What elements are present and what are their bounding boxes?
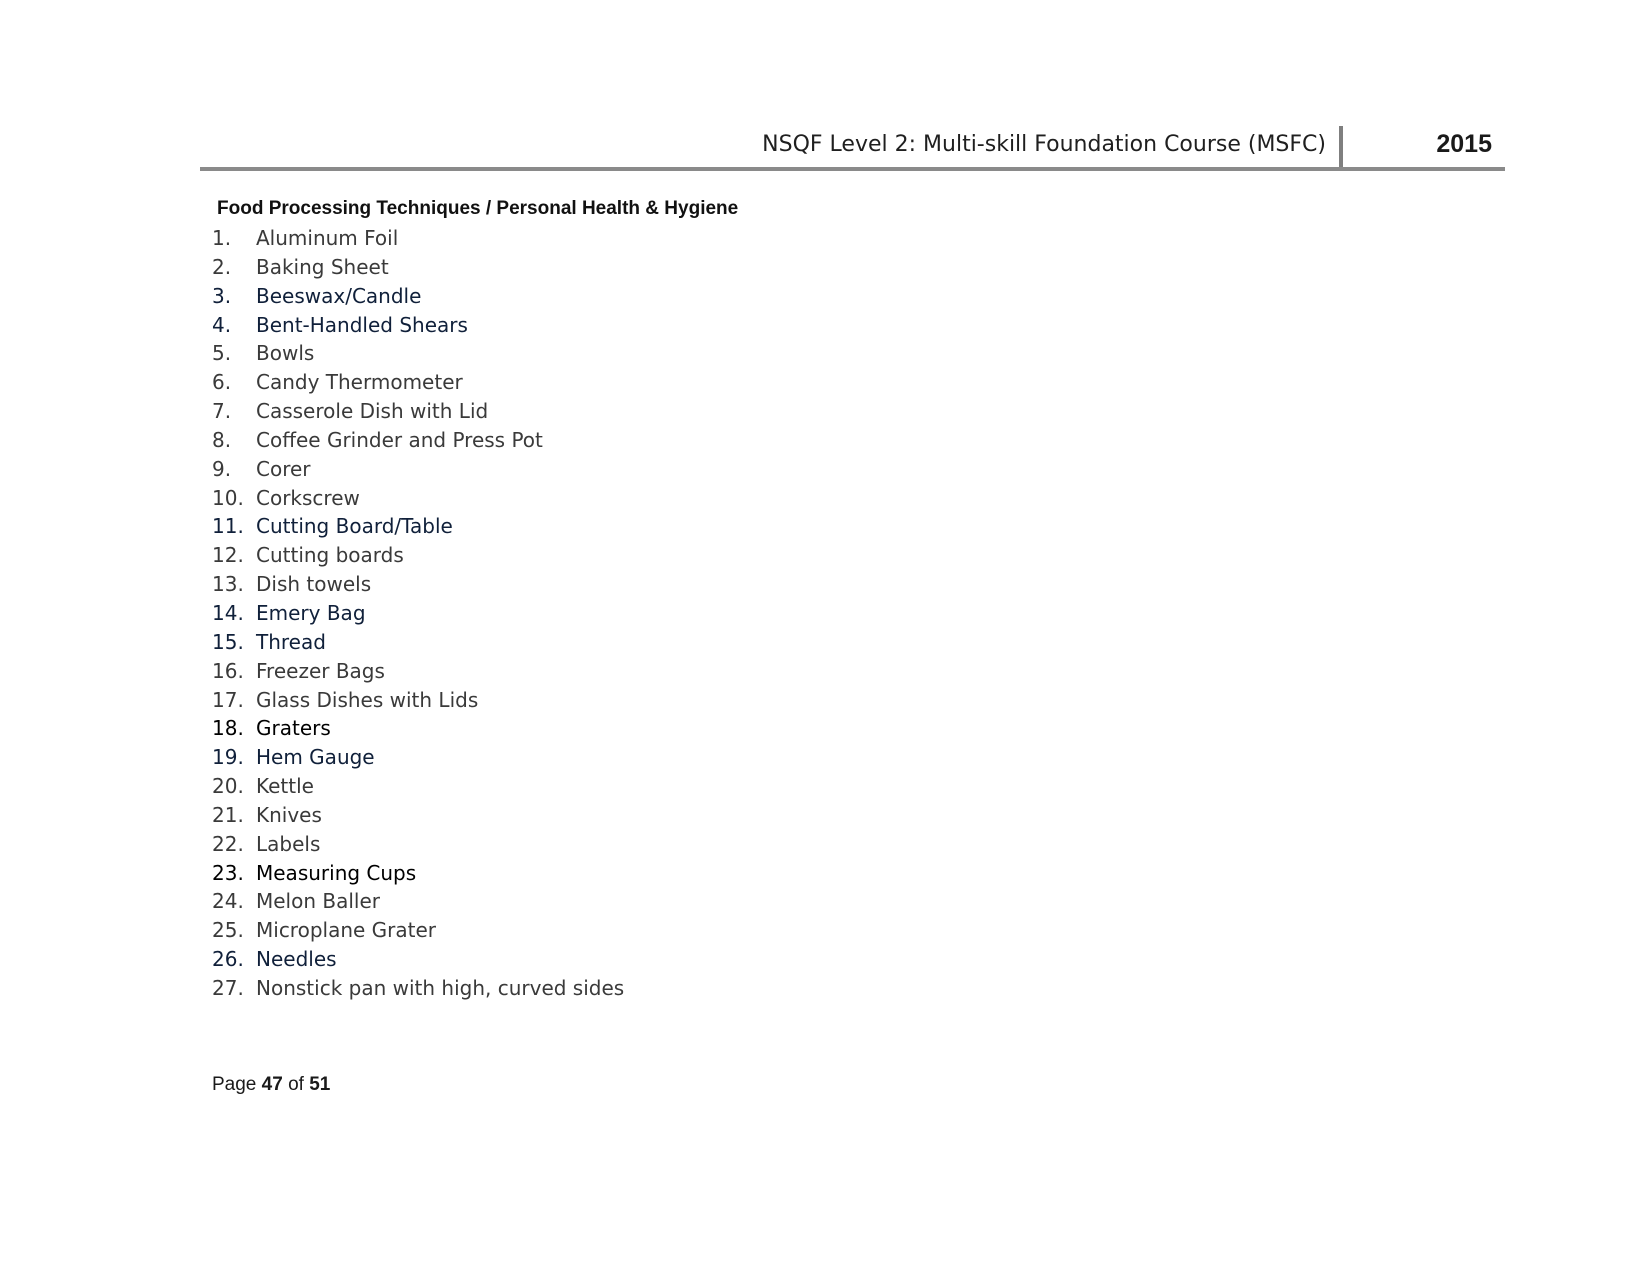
item-number: 15. xyxy=(212,629,244,654)
list-item xyxy=(212,253,624,282)
item-number: 13. xyxy=(212,572,244,597)
item-label: Corer xyxy=(256,456,311,481)
of-word: of xyxy=(288,1074,304,1095)
list-item xyxy=(212,541,624,570)
list-item xyxy=(212,224,624,253)
item-label: Nonstick pan with high, curved sides xyxy=(256,975,625,1000)
item-label: Labels xyxy=(256,831,321,856)
list-item xyxy=(212,339,624,368)
item-number: 3. xyxy=(212,283,232,308)
list-item xyxy=(212,974,624,1003)
item-number: 11. xyxy=(212,514,244,539)
item-label: Baking Sheet xyxy=(256,254,389,279)
item-number: 25. xyxy=(212,918,244,943)
list-item xyxy=(212,859,624,888)
item-number: 27. xyxy=(212,975,244,1000)
list-item xyxy=(212,426,624,455)
item-label: Glass Dishes with Lids xyxy=(256,687,479,712)
page-header xyxy=(200,124,1504,168)
total-pages-number: 51 xyxy=(309,1074,331,1095)
list-item xyxy=(212,657,624,686)
list-item xyxy=(212,311,624,340)
header-rule xyxy=(200,167,1505,171)
list-item xyxy=(212,772,624,801)
section-heading: Food Processing Techniques / Personal Health & Hygiene xyxy=(217,198,739,219)
item-label: Knives xyxy=(256,802,322,827)
item-label: Bowls xyxy=(256,341,315,366)
list-item xyxy=(212,368,624,397)
list-item xyxy=(212,830,624,859)
item-number: 6. xyxy=(212,370,232,395)
item-number: 17. xyxy=(212,687,244,712)
item-number: 20. xyxy=(212,774,244,799)
equipment-list xyxy=(212,224,624,1003)
item-label: Bent-Handled Shears xyxy=(256,312,468,337)
item-label: Kettle xyxy=(256,774,314,799)
item-number: 19. xyxy=(212,745,244,770)
header-title: NSQF Level 2: Multi-skill Foundation Course (MSFC) xyxy=(762,132,1326,157)
item-number: 9. xyxy=(212,456,232,481)
item-label: Coffee Grinder and Press Pot xyxy=(256,427,543,452)
page-number-footer xyxy=(212,1074,330,1096)
item-label: Freezer Bags xyxy=(256,658,385,683)
item-number: 10. xyxy=(212,485,244,510)
page-word: Page xyxy=(212,1074,257,1095)
item-label: Measuring Cups xyxy=(256,860,417,885)
list-item xyxy=(212,945,624,974)
item-number: 24. xyxy=(212,889,244,914)
item-label: Microplane Grater xyxy=(256,918,437,943)
item-number: 12. xyxy=(212,543,244,568)
list-item xyxy=(212,599,624,628)
item-number: 26. xyxy=(212,947,244,972)
header-year: 2015 xyxy=(1436,130,1492,158)
list-item xyxy=(212,714,624,743)
item-label: Emery Bag xyxy=(256,600,366,625)
item-number: 14. xyxy=(212,600,244,625)
item-label: Casserole Dish with Lid xyxy=(256,399,489,424)
item-number: 21. xyxy=(212,802,244,827)
current-page-number: 47 xyxy=(261,1074,283,1095)
item-number: 7. xyxy=(212,399,232,424)
item-number: 5. xyxy=(212,341,232,366)
item-number: 2. xyxy=(212,254,232,279)
item-number: 22. xyxy=(212,831,244,856)
item-number: 18. xyxy=(212,716,244,741)
item-label: Graters xyxy=(256,716,331,741)
item-label: Dish towels xyxy=(256,572,372,597)
item-label: Cutting boards xyxy=(256,543,404,568)
list-item xyxy=(212,743,624,772)
item-label: Aluminum Foil xyxy=(256,226,399,250)
item-label: Melon Baller xyxy=(256,889,381,914)
list-item xyxy=(212,512,624,541)
item-label: Hem Gauge xyxy=(256,745,375,770)
item-label: Thread xyxy=(256,629,326,654)
item-label: Candy Thermometer xyxy=(256,370,463,395)
item-label: Corkscrew xyxy=(256,485,360,510)
list-item xyxy=(212,282,624,311)
list-item xyxy=(212,397,624,426)
list-item xyxy=(212,887,624,916)
item-number: 8. xyxy=(212,427,232,452)
list-item xyxy=(212,628,624,657)
list-item xyxy=(212,801,624,830)
list-item xyxy=(212,916,624,945)
list-item xyxy=(212,686,624,715)
item-label: Cutting Board/Table xyxy=(256,514,453,539)
list-item xyxy=(212,455,624,484)
item-number: 16. xyxy=(212,658,244,683)
header-divider xyxy=(1339,126,1343,167)
item-label: Beeswax/Candle xyxy=(256,283,422,308)
item-number: 4. xyxy=(212,312,232,337)
list-item xyxy=(212,570,624,599)
item-label: Needles xyxy=(256,947,337,972)
list-item xyxy=(212,484,624,513)
item-number: 23. xyxy=(212,860,244,885)
item-number: 1. xyxy=(212,226,232,250)
